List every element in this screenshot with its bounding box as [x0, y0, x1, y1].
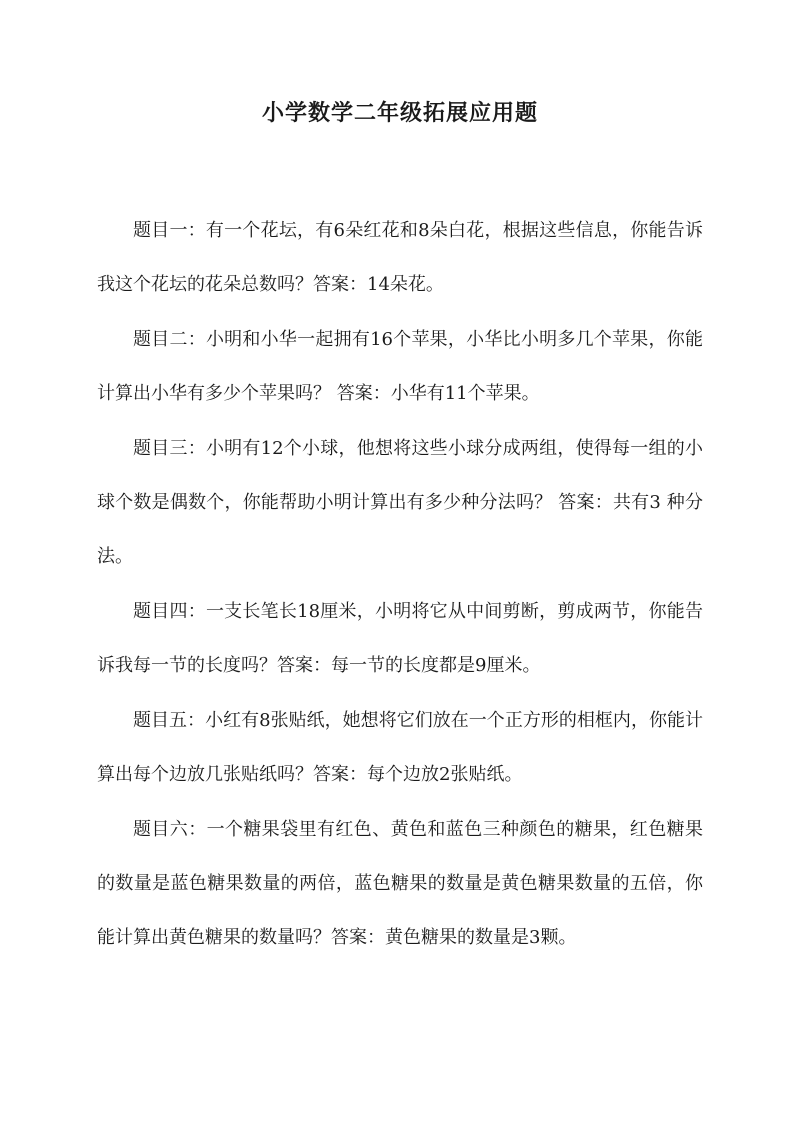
question-2: 题目二：小明和小华一起拥有16个苹果，小华比小明多几个苹果，你能计算出小华有多少个苹果吗？ 答案：小华有11个苹果。 — [97, 329, 703, 404]
question-4: 题目四：一支长笔长18厘米，小明将它从中间剪断，剪成两节，你能告诉我每一节的长度吗？答案：每一节的长度都是9厘米。 — [97, 601, 703, 676]
question-6: 题目六：一个糖果袋里有红色、黄色和蓝色三种颜色的糖果，红色糖果的数量是蓝色糖果数量的两倍，蓝色糖果的数量是黄色糖果数量的五倍，你能计算出黄色糖果的数量吗？答案：黄色糖果的数量是3颗。 — [97, 819, 703, 948]
question-3: 题目三：小明有12个小球，他想将这些小球分成两组，使得每一组的小球个数是偶数个，你能帮助小明计算出有多少种分法吗？ 答案：共有3 种分法。 — [97, 438, 703, 567]
question-1: 题目一：有一个花坛，有6朵红花和8朵白花，根据这些信息，你能告诉我这个花坛的花朵总数吗？答案：14朵花。 — [97, 220, 703, 295]
question-5: 题目五：小红有8张贴纸，她想将它们放在一个正方形的相框内，你能计算出每个边放几张贴纸吗？答案：每个边放2张贴纸。 — [97, 710, 703, 785]
page-title: 小学数学二年级拓展应用题 — [261, 100, 538, 126]
